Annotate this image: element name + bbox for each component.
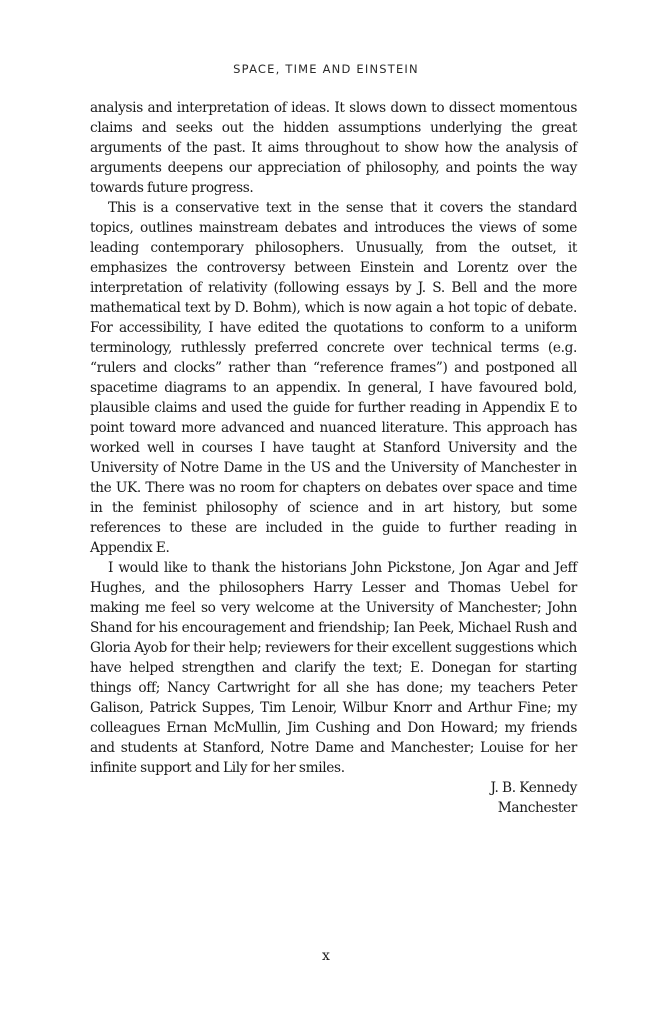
body-text (90, 98, 577, 818)
signature-place: Manchester (497, 800, 577, 816)
paragraph-acknowledgements: I would like to thank the historians John Pickstone, Jon Agar and Jeff Hughes, and the philosophers Harry Lesser and Thomas Uebel for making me feel so very welcome at the University of Manchester; John Shand for his encouragement and friendship; Ian Peek, Michael Rush and Gloria Ayob for their help; reviewers for their excellent suggestions which have helped strengthen and clarify the text; E. Donegan for starting things off; Nancy Cartwright for all she has done; my teachers Peter Galison, Patrick Suppes, Tim Lenoir, Wilbur Knorr and Arthur Fine; my colleagues Ernan McMullin, Jim Cushing and Don Howard; my friends and students at Stanford, Notre Dame and Manchester; Louise for her infinite support and Lily for her smiles. (90, 560, 577, 776)
page-number: x (322, 948, 330, 964)
paragraph-continued: analysis and interpretation of ideas. It slows down to dissect momentous claims and seeks out the hidden assumptions underlying the great arguments of the past. It aims throughout to show how the analysis of arguments deepens our appreciation of philosophy, and points the way towards future progress. (90, 100, 577, 196)
signature-name: J. B. Kennedy (490, 780, 577, 796)
running-head: SPACE, TIME AND EINSTEIN (233, 62, 419, 76)
paragraph-conservative-text: This is a conservative text in the sense that it covers the standard topics, outlines mainstream debates and introduces the views of some leading contemporary philosophers. Unusually, from the outset, it emphasizes the controversy between Einstein and Lorentz over the interpretation of relativity (following essays by J. S. Bell and the more mathematical text by D. Bohm), which is now again a hot topic of debate. For accessibility, I have edited the quotations to conform to a uniform terminology, ruthlessly preferred concrete over technical terms (e.g. “rulers and clocks” rather than “reference frames”) and postponed all spacetime diagrams to an appendix. In general, I have favoured bold, plausible claims and used the guide for further reading in Appendix E to point toward more advanced and nuanced literature. This approach has worked well in courses I have taught at Stanford University and the University of Notre Dame in the US and the University of Manchester in the UK. There was no room for chapters on debates over space and time in the feminist philosophy of science and in art history, but some references to these are included in the guide to further reading in Appendix E. (90, 200, 577, 556)
